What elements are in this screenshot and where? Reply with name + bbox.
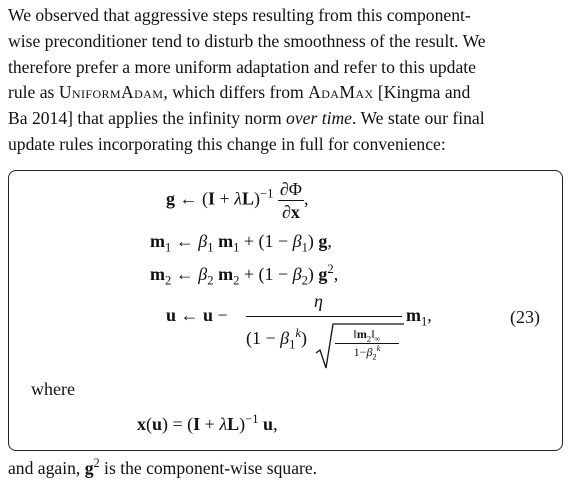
- equation-number: (23): [510, 307, 540, 327]
- paragraph-line: update rules incorporating this change in full for convenience:: [8, 133, 446, 154]
- paragraph-line: [8, 80, 568, 106]
- paragraph-text: rule as: [8, 82, 59, 103]
- partial-fraction: $\frac{\partial\Phi}{\partial x}$: [279, 179, 302, 222]
- body-paragraph: [8, 3, 568, 158]
- closing-text: and again,: [8, 458, 85, 478]
- closing-sentence: [8, 458, 317, 479]
- paragraph-text: , which differs from: [163, 82, 309, 103]
- where-label: where: [31, 379, 75, 399]
- paragraph-line: wise preconditioner tend to disturb the smoothness of the result. We: [8, 30, 486, 51]
- equation-box: [8, 170, 563, 451]
- denominator: $(1 - \beta_1^k)$: [246, 326, 308, 352]
- closing-text: is the component-wise square.: [99, 458, 318, 478]
- paragraph-line: We observed that aggressive steps resulting from this component-: [8, 5, 471, 25]
- math-g-squared: $g^2$: [84, 456, 100, 478]
- paragraph-line: [8, 106, 568, 132]
- method-name: UniformAdam: [58, 82, 164, 103]
- eta-numerator: η: [314, 291, 323, 311]
- citation: [Kingma and: [373, 82, 471, 103]
- equation-m2: $m_2$ ← $\beta_2$ $m_2 + (1 - \beta_2)$ $g^2$,: [150, 262, 339, 288]
- emphasis: over time: [286, 108, 352, 129]
- fraction-bar: [246, 316, 402, 317]
- equation-m1: $m_1$ ← $\beta_1$ $m_1 + (1 - \beta_1)$ g,: [150, 231, 332, 255]
- paragraph-text: . We state our final: [351, 108, 485, 129]
- equation-u: u ← u −: [166, 305, 228, 325]
- paragraph-text: Ba 2014] that applies the infinity norm: [8, 108, 287, 129]
- inner-fraction: $‖m_2‖_\infty$ $1-\beta_2^k$: [335, 327, 399, 360]
- reference-method-name: AdaMax: [308, 82, 374, 103]
- m1-factor: $m_1$,: [406, 305, 432, 329]
- paragraph-line: therefore prefer a more uniform adaptation and refer to this update: [8, 56, 476, 77]
- equation-g: g ← $(I + \lambda L)^{-1}$ $\frac{\partial\Phi}{\partial x}$ ,: [166, 179, 309, 222]
- equation-x: $x(u) = (I + \lambda L)^{-1}$ u,: [137, 412, 278, 434]
